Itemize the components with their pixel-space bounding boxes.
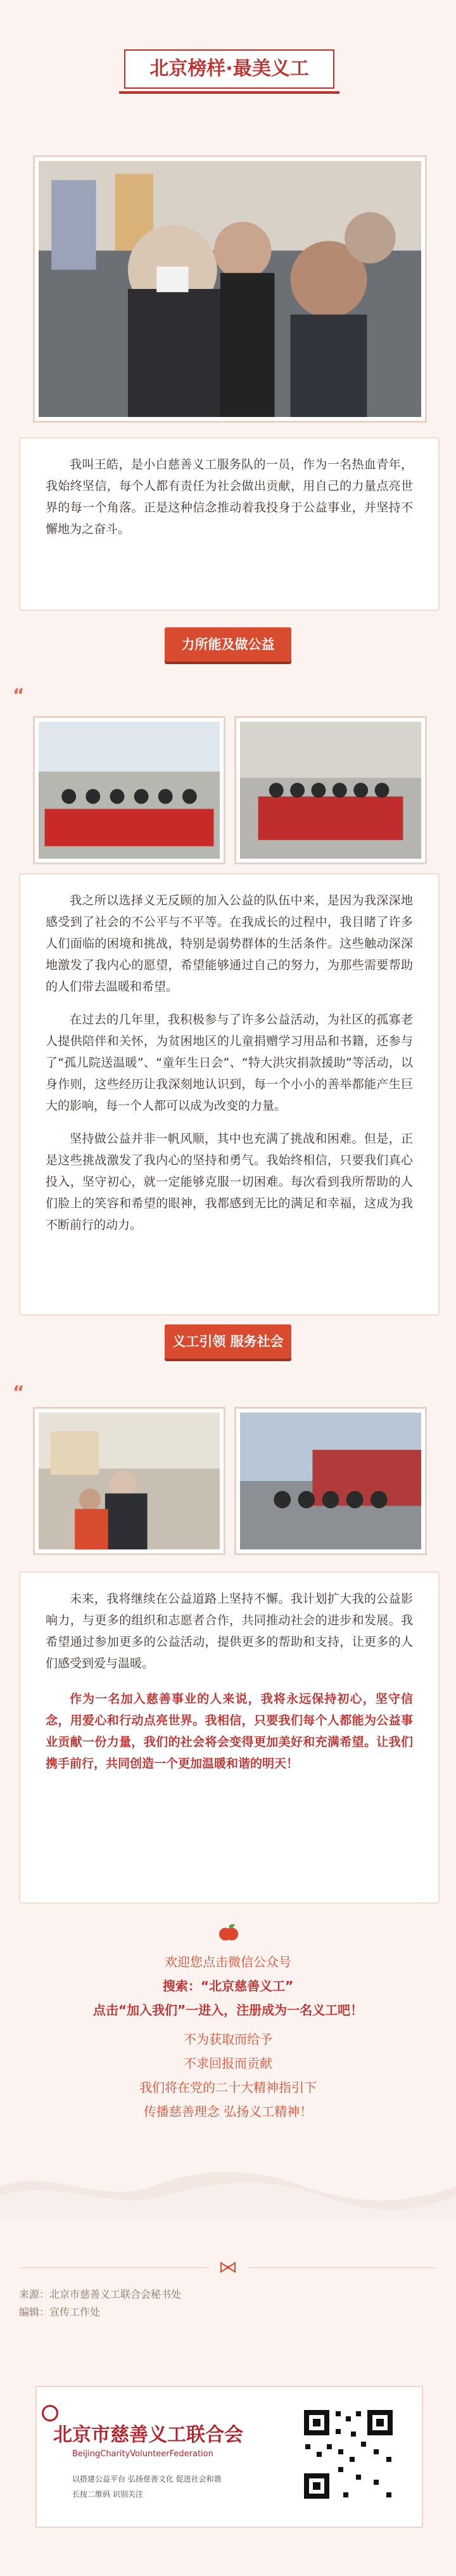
section2-panel — [19, 1572, 440, 1904]
qr-code-icon[interactable] — [298, 2404, 399, 2505]
hero-photo — [39, 161, 421, 417]
cta-line-1: 欢迎您点击微信公众号 — [165, 1954, 291, 1970]
divider-left — [19, 2267, 209, 2268]
section1-paragraph-3: 坚持做公益并非一帆风顺，其中也充满了挑战和困难。但是，正是这些挑战激发了我内心的坚持和勇气。我始终相信，只要我们真心投入，坚守初心，就一定能够克服一切困难。每次看到我所帮助的人们脸上的笑容和希望的眼神，我都感到无比的满足和幸福，这成为我不断前行的动力。 — [46, 1132, 413, 1232]
bow-icon — [218, 2259, 238, 2276]
logo-subline-1: 以搭建公益平台 弘扬慈善文化 促进社会和谐 — [72, 2475, 222, 2483]
cta-line-2: 搜索：“北京慈善义工” — [162, 1978, 294, 1994]
footer-editor: 编辑：宣传工作处 — [19, 2306, 101, 2318]
quote-icon: “ — [13, 684, 25, 705]
footer-source: 来源：北京市慈善义工联合会秘书处 — [19, 2288, 182, 2300]
logo-subline-2: 长按二维码 识别关注 — [72, 2490, 143, 2499]
header — [0, 0, 456, 120]
hero-photo-frame — [33, 155, 427, 423]
intro-paragraph: 我叫王皓，是小白慈善义工服务队的一员，作为一名热血青年，我始终坚信，每个人都有责任为社会做出贡献，用自己的力量点亮世界的每一个角落。正是这种信念推动着我投身于公益事业，并坚持不懈地为之奋斗。 — [46, 458, 413, 536]
section1-photo-left-frame — [33, 716, 225, 864]
intro-panel — [19, 437, 440, 611]
cta-line-7: 传播慈善理念 弘扬义工精神！ — [143, 2104, 313, 2119]
section1-panel — [19, 873, 440, 1316]
section2-paragraph-1: 未来，我将继续在公益道路上坚持不懈。我计划扩大我的公益影响力，与更多的组织和志愿者合作，共同推动社会的进步和发展。我希望通过参加更多的公益活动，提供更多的帮助和支持，让更多的人们感受到爱与温暖。 — [46, 1592, 413, 1670]
section2-photo-right — [240, 1413, 421, 1549]
section1-paragraph-1: 我之所以选择义无反顾的加入公益的队伍中来，是因为我深深地感受到了社会的不公平与不平等。在我成长的过程中，我目睹了许多人们面临的困境和挑战，特别是弱势群体的生活条件。这些触动深深地激发了我内心的愿望，希望能够通过自己的努力，为那些需要帮助的人们带去温暖和希望。 — [46, 894, 413, 994]
logo-title: 北京市慈善义工联合会 — [53, 2424, 243, 2446]
cta-line-3: 点击“加入我们”一进入，注册成为一名义工吧！ — [92, 2002, 364, 2018]
section1-photo-left — [39, 722, 220, 859]
section1-photo-right — [240, 722, 421, 859]
section2-photo-left-frame — [33, 1407, 225, 1555]
quote-icon: “ — [13, 1381, 25, 1402]
section-tag-1: 力所能及做公益 — [165, 627, 291, 662]
logo-card — [35, 2386, 423, 2528]
cta-line-4: 不为获取而给予 — [184, 2032, 272, 2047]
cta-line-5: 不求回报而贡献 — [184, 2056, 272, 2071]
section2-paragraph-2: 作为一名加入慈善事业的人来说，我将永远保持初心，坚守信念，用爱心和行动点亮世界。我相信，只要我们每个人都能为公益事业贡献一份力量，我们的社会将会变得更加美好和充满希望。让我们携手前行，共同创造一个更加温暖和谐的明天！ — [46, 1692, 413, 1771]
section2-photo-right-frame — [234, 1407, 427, 1555]
divider-right — [247, 2267, 437, 2268]
section-tag-2: 义工引领 服务社会 — [165, 1324, 291, 1359]
section1-paragraph-2: 在过去的几年里，我积极参与了许多公益活动，为社区的孤寡老人提供陪伴和关怀，为贫困地区的儿童捐赠学习用品和书籍，还参与了“孤儿院送温暖”、“童年生日会”、“特大洪灾捐款援助”等活动，以身作则，这些经历让我深刻地认识到，每一个小小的善举都能产生巨大的影响，每一个人都可以成为改变的力量。 — [46, 1013, 413, 1113]
apple-icon — [218, 1921, 239, 1943]
page-title: 北京榜样·最美义工 — [124, 49, 334, 89]
cta-line-6: 我们将在党的二十大精神指引下 — [139, 2080, 317, 2095]
section1-photo-right-frame — [234, 716, 427, 864]
wave-divider — [0, 2161, 456, 2218]
logo-english: BeijingCharityVolunteerFederation — [72, 2449, 213, 2459]
section2-photo-left — [39, 1413, 220, 1549]
